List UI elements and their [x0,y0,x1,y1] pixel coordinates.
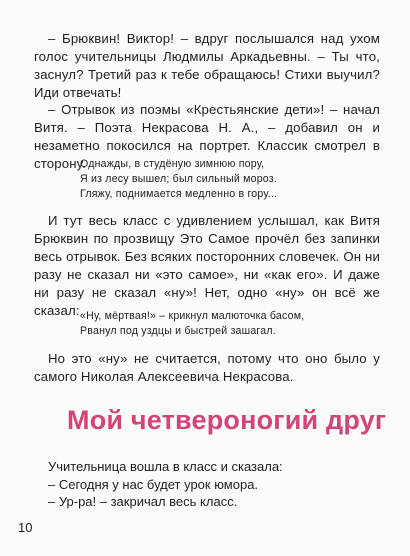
dialog-block [48,458,283,511]
paragraph-teacher-call: – Брюквин! Виктор! – вдруг послышался над ухом голос учительницы Людмилы Аркадьевны. – Ты что, заснул? Третий раз к тебе обращаюсь! Стихи выучил? Иди отвечать! [34,31,380,100]
chapter-heading: Мой четвероногий друг [67,405,387,435]
dialog-line: – Ур-ра! – закричал весь класс. [48,494,238,509]
verse-line: Я из лесу вышел; был сильный мороз. [80,173,277,185]
verse-line: «Ну, мёртвая!» – крикнул малюточка басом, [80,310,305,322]
verse-line: Однажды, в студёную зимнюю пору, [80,158,265,170]
paragraph-vitya-begins: – Отрывок из поэмы «Крестьянские дети»! – начал Витя. – Поэта Некрасова Н. А., – добавил он и незаметно покосился на портрет. Классик смотрел в сторону. [34,102,380,171]
verse-line: Рванул под уздцы и быстрей зашагал. [80,325,276,337]
dialog-line: Учительница вошла в класс и сказала: [48,459,283,474]
dialog-line: – Сегодня у нас будет урок юмора. [48,476,259,492]
poem-excerpt-1 [80,157,390,202]
poem-excerpt-2 [80,309,390,339]
page-number: 10 [18,520,33,535]
verse-line: Гляжу, поднимается медленно в гору... [80,188,278,200]
paragraph-class-surprised: И тут весь класс с удивлением услышал, как Витя Брюквин по прозвищу Это Самое прочёл без запинки весь отрывок. Без всяких посторонних словечек. Он ни разу не сказал ни «это самое», ни «как его». И даже ни разу не сказал «ну»! Нет, одно «ну» он всё же сказал: [34,213,380,318]
paragraph-nekrasov-nu: Но это «ну» не считается, потому что оно было у самого Николая Алексеевича Некрасова. [34,351,380,384]
